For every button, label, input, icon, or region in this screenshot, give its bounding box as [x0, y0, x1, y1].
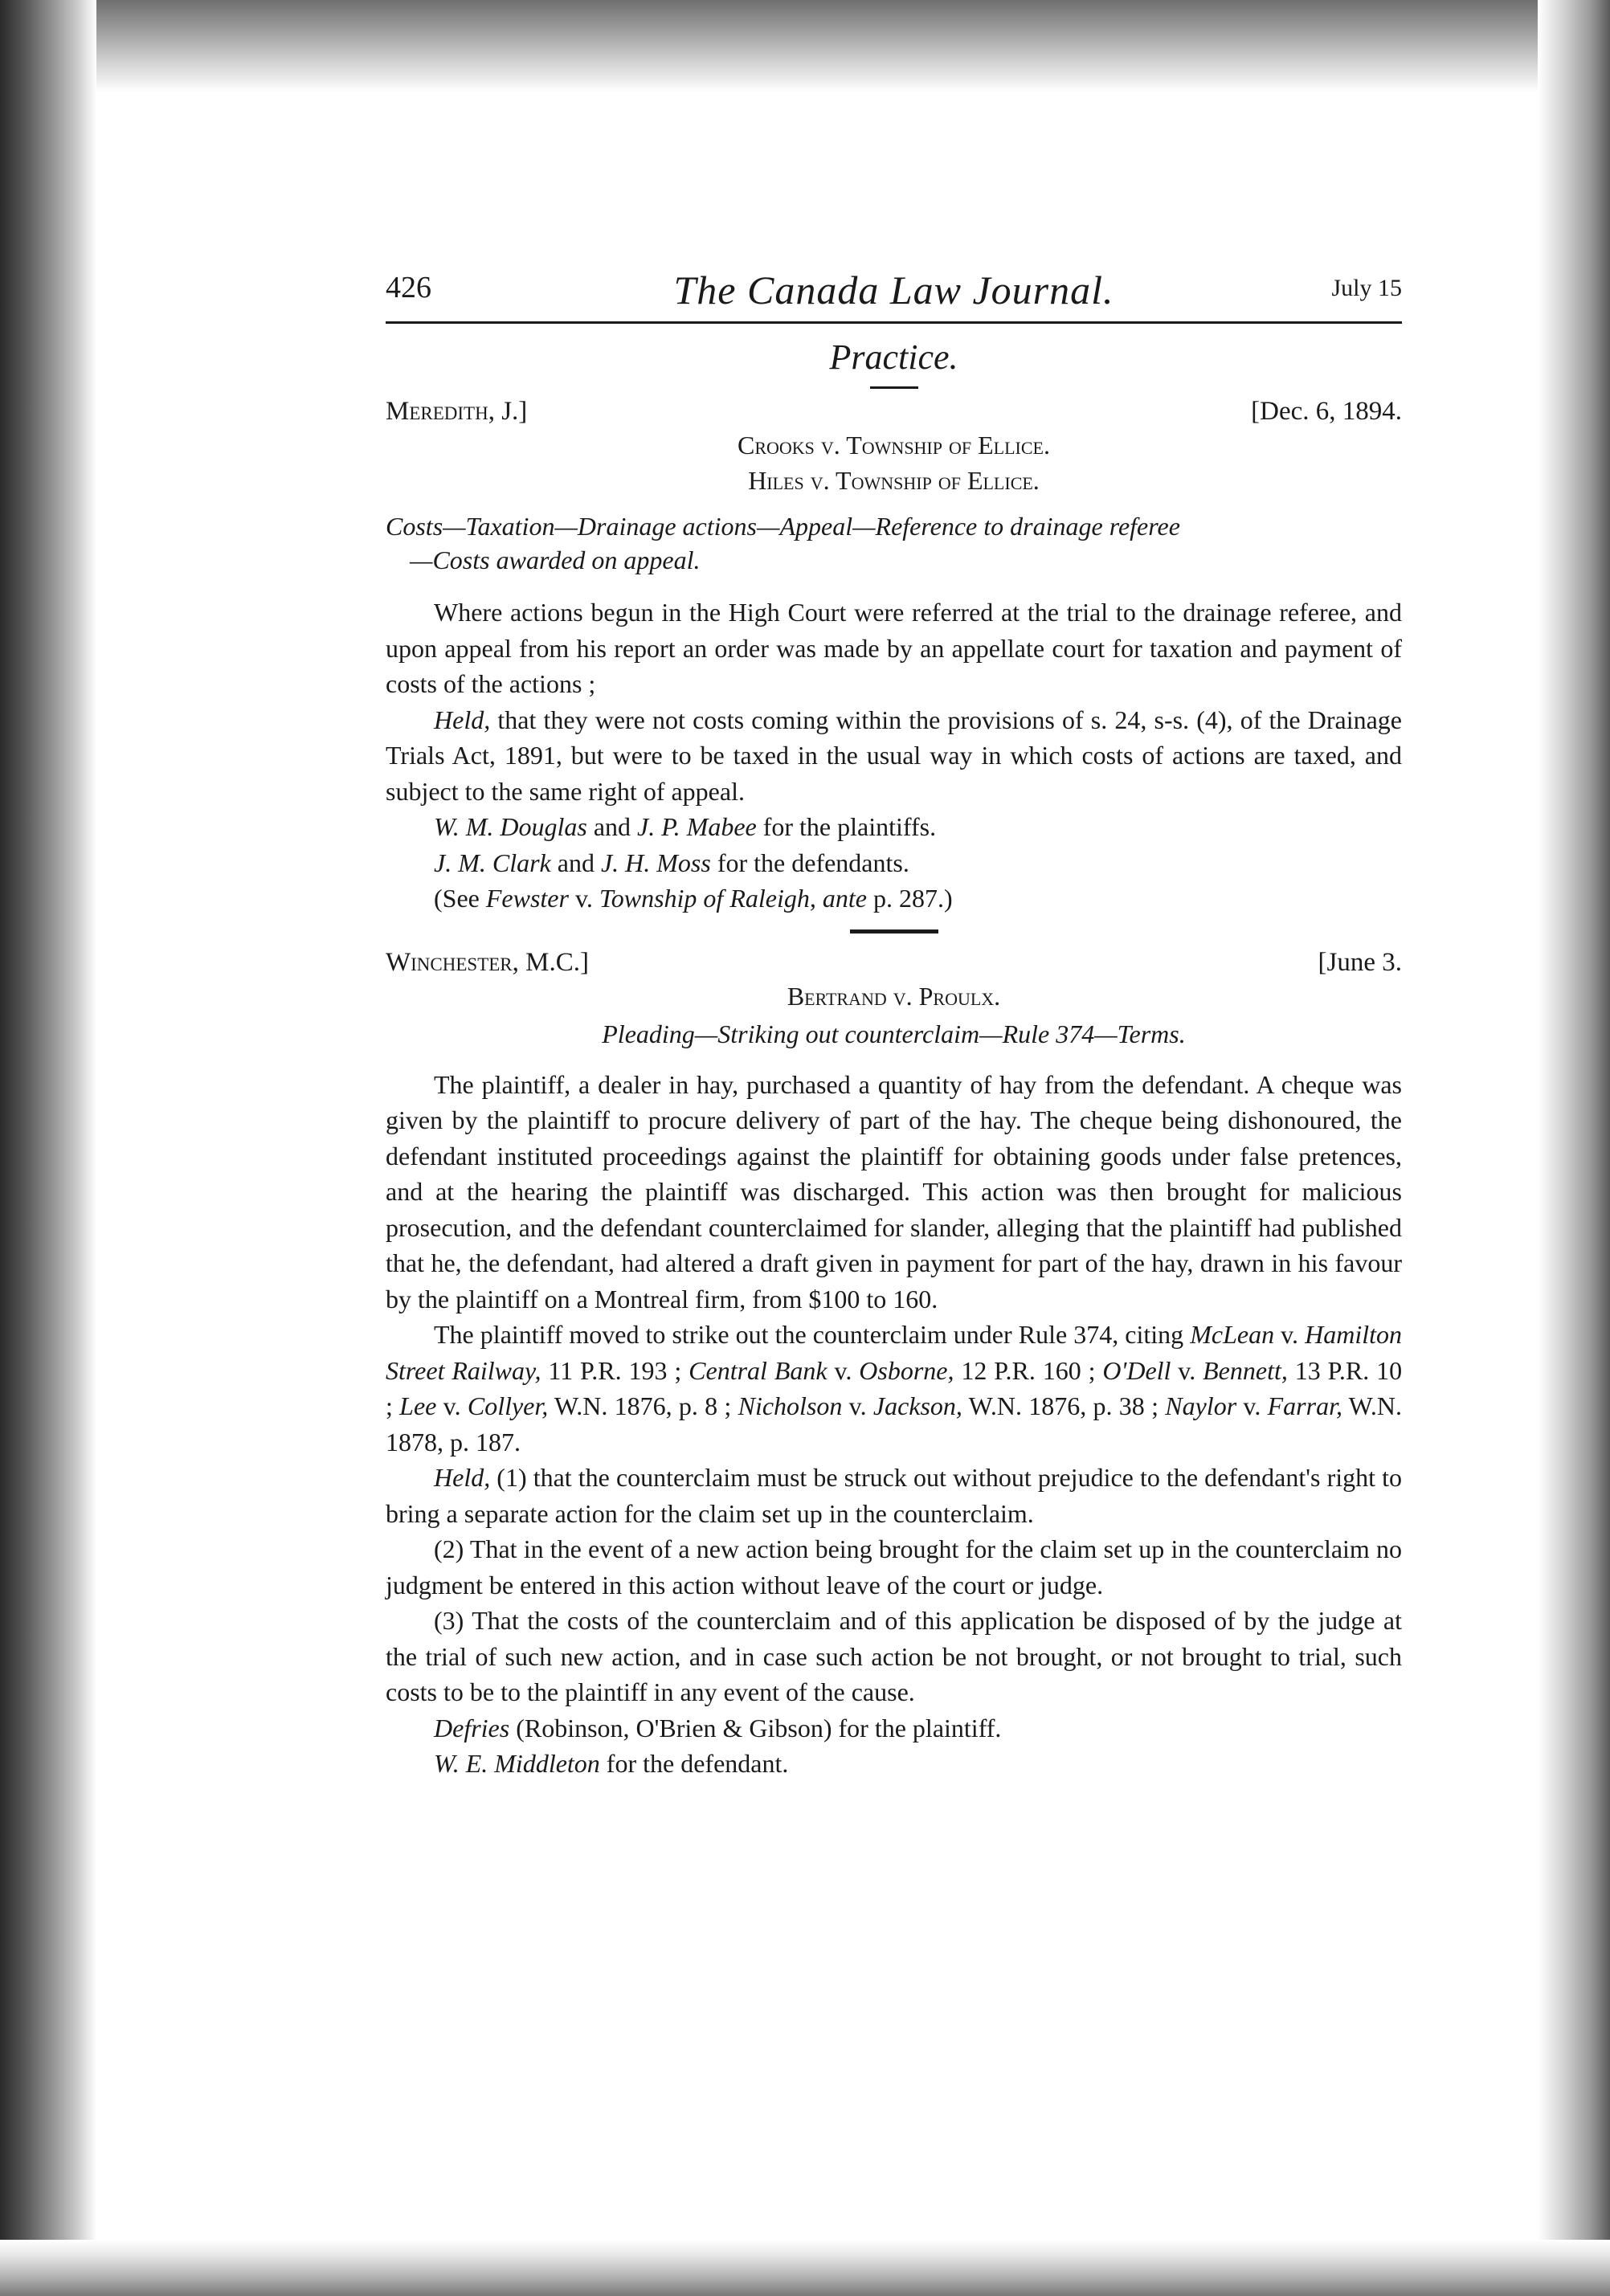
case1-counsel-defendants: [386, 845, 1402, 881]
counsel-role: (Robinson, O'Brien & Gibson) for the plaintiff.: [509, 1713, 1002, 1742]
cited-case-reference: 12 P.R. 160 ;: [954, 1355, 1103, 1385]
cited-case-party: Bennett,: [1203, 1355, 1288, 1385]
case2-date: [June 3.: [1318, 947, 1402, 977]
scan-edge-bottom: [0, 2240, 1610, 2296]
case1-parties-1: Crooks v. Township of Ellice.: [738, 431, 1050, 460]
held-label: Held,: [434, 1463, 491, 1492]
see-open: (See: [434, 884, 486, 913]
scan-edge-top: [0, 0, 1610, 92]
cited-case-v: v.: [842, 1391, 873, 1420]
counsel-name: J. M. Clark: [434, 848, 551, 877]
cited-case-party: Collyer,: [467, 1391, 549, 1420]
counsel-name: W. E. Middleton: [434, 1749, 600, 1778]
case2-facts: The plaintiff, a dealer in hay, purchased a quantity of hay from the defendant. A cheque was given by the plaintiff to procure delivery of part of the hay. The cheque being dishonoured, the defendant instituted proceedings against the plaintiff for obtaining goods under false pretences, and at the hearing the plaintiff was discharged. This action was then brought for malicious prosecution, and the defendant counterclaimed for slander, alleging that the plaintiff had published that he, the defendant, had altered a draft given in payment for part of the hay, drawn in his favour by the plaintiff on a Montreal firm, from $100 to 160.: [386, 1069, 1402, 1313]
case1-see-note: [386, 880, 1402, 917]
ante-label: ante: [822, 884, 867, 913]
see-page-ref: p. 287.): [866, 884, 953, 913]
case1-judge: Meredith, J.]: [386, 397, 528, 426]
case1-heading: [386, 397, 1402, 434]
counsel-role: for the defendant.: [599, 1749, 789, 1778]
counsel-joiner: and: [586, 812, 638, 841]
case2-parties: Bertrand v. Proulx.: [787, 981, 1001, 1011]
case1-holding: [386, 702, 1402, 810]
case2-headnote: Pleading—Striking out counterclaim—Rule 374—Terms.: [602, 1019, 1186, 1048]
held-label: Held,: [434, 705, 491, 734]
cited-case-reference: W.N. 1876, p. 38 ;: [962, 1391, 1166, 1420]
cited-case-party: McLean: [1190, 1320, 1275, 1349]
case1-headnote-line1: Costs—Taxation—Drainage actions—Appeal—Reference to drainage referee: [386, 512, 1180, 541]
section-divider: [870, 386, 918, 389]
case2-holding-1-text: (1) that the counterclaim must be struck out without prejudice to the defendant's right to bring a separate action for the claim set up in the counterclaim.: [386, 1463, 1402, 1528]
case2-counsel-defendant: [386, 1746, 1402, 1782]
scan-edge-right: [1538, 0, 1610, 2296]
case1-facts: Where actions begun in the High Court were referred at the trial to the drainage referee, and upon appeal from his report an order was made by an appellate court for taxation and payment of costs of the actions ;: [386, 598, 1402, 698]
case1-holding-text: that they were not costs coming within the provisions of s. 24, s-s. (4), of the Drainage Trials Act, 1891, but were to be taxed in the usual way in which costs of actions are taxed, and subject to the same right of appeal.: [386, 705, 1402, 806]
cited-case-reference: 13 P.R. 10 ;: [386, 1355, 1403, 1420]
cited-case-v: v.: [1274, 1320, 1306, 1349]
cited-case-v: v.: [436, 1391, 468, 1420]
counsel-role: for the plaintiffs.: [756, 812, 937, 841]
case1-parties-2: Hiles v. Township of Ellice.: [748, 466, 1040, 495]
case2-holding-2: (2) That in the event of a new action being brought for the claim set up in the counterclaim no judgment be entered in this action without leave of the court or judge.: [386, 1534, 1402, 1599]
case2-motion: [386, 1317, 1402, 1460]
spacer: [816, 884, 823, 913]
case1-date: [Dec. 6, 1894.: [1251, 397, 1402, 426]
case2-heading: [386, 948, 1402, 985]
running-head: [386, 265, 1402, 324]
page-number: 426: [386, 271, 431, 304]
cited-case-party: O'Dell: [1102, 1355, 1171, 1385]
counsel-name: J. P. Mabee: [637, 812, 757, 841]
case2-holding-3: (3) That the costs of the counterclaim and of this application be disposed of by the judge at the trial of such new action, and in case such action be not brought, or not brought to trial, such costs to be to the plaintiff in any event of the cause.: [386, 1606, 1402, 1706]
cited-case-party: Osborne,: [859, 1355, 954, 1385]
issue-date: July 15: [1331, 275, 1402, 301]
cited-case-v: v.: [568, 884, 599, 913]
journal-page: [386, 265, 1402, 1782]
case1-counsel-plaintiffs: [386, 809, 1402, 845]
case1-headnote: [386, 509, 1402, 577]
journal-title: The Canada Law Journal.: [673, 268, 1114, 313]
case-divider: [850, 929, 938, 934]
cited-case-party: Naylor: [1165, 1391, 1237, 1420]
cited-case-party: Hamilton Street Railway,: [386, 1320, 1403, 1385]
case2-motion-text: The plaintiff moved to strike out the counterclaim under Rule 374, citing: [434, 1320, 1191, 1349]
counsel-joiner: and: [550, 848, 601, 877]
cited-case-party: Central Bank: [689, 1355, 827, 1385]
section-title: Practice.: [829, 337, 958, 377]
counsel-name: J. H. Moss: [600, 848, 711, 877]
cited-case-reference: W.N. 1878, p. 187.: [386, 1391, 1403, 1456]
counsel-role: for the defendants.: [710, 848, 909, 877]
cited-case-party: Fewster: [485, 884, 569, 913]
cited-case-party: Jackson,: [872, 1391, 962, 1420]
cited-case-v: v.: [827, 1355, 860, 1385]
counsel-name: W. M. Douglas: [434, 812, 587, 841]
cited-case-v: v.: [1171, 1355, 1203, 1385]
cited-case-v: v.: [1236, 1391, 1268, 1420]
cited-case-reference: 11 P.R. 193 ;: [541, 1355, 689, 1385]
case2-judge: Winchester, M.C.]: [386, 947, 589, 977]
case2-holding-1: [386, 1460, 1402, 1531]
cited-case-party: Nicholson: [738, 1391, 843, 1420]
cited-case-reference: W.N. 1876, p. 8 ;: [548, 1391, 738, 1420]
counsel-name: Defries: [434, 1713, 510, 1742]
case1-headnote-line2: —Costs awarded on appeal.: [410, 545, 701, 574]
cited-case-party: Farrar,: [1267, 1391, 1342, 1420]
scan-edge-left: [0, 0, 96, 2296]
cited-case-party: Lee: [399, 1391, 437, 1420]
cited-case-party: Township of Raleigh,: [599, 884, 816, 913]
case2-counsel-plaintiff: [386, 1710, 1402, 1747]
